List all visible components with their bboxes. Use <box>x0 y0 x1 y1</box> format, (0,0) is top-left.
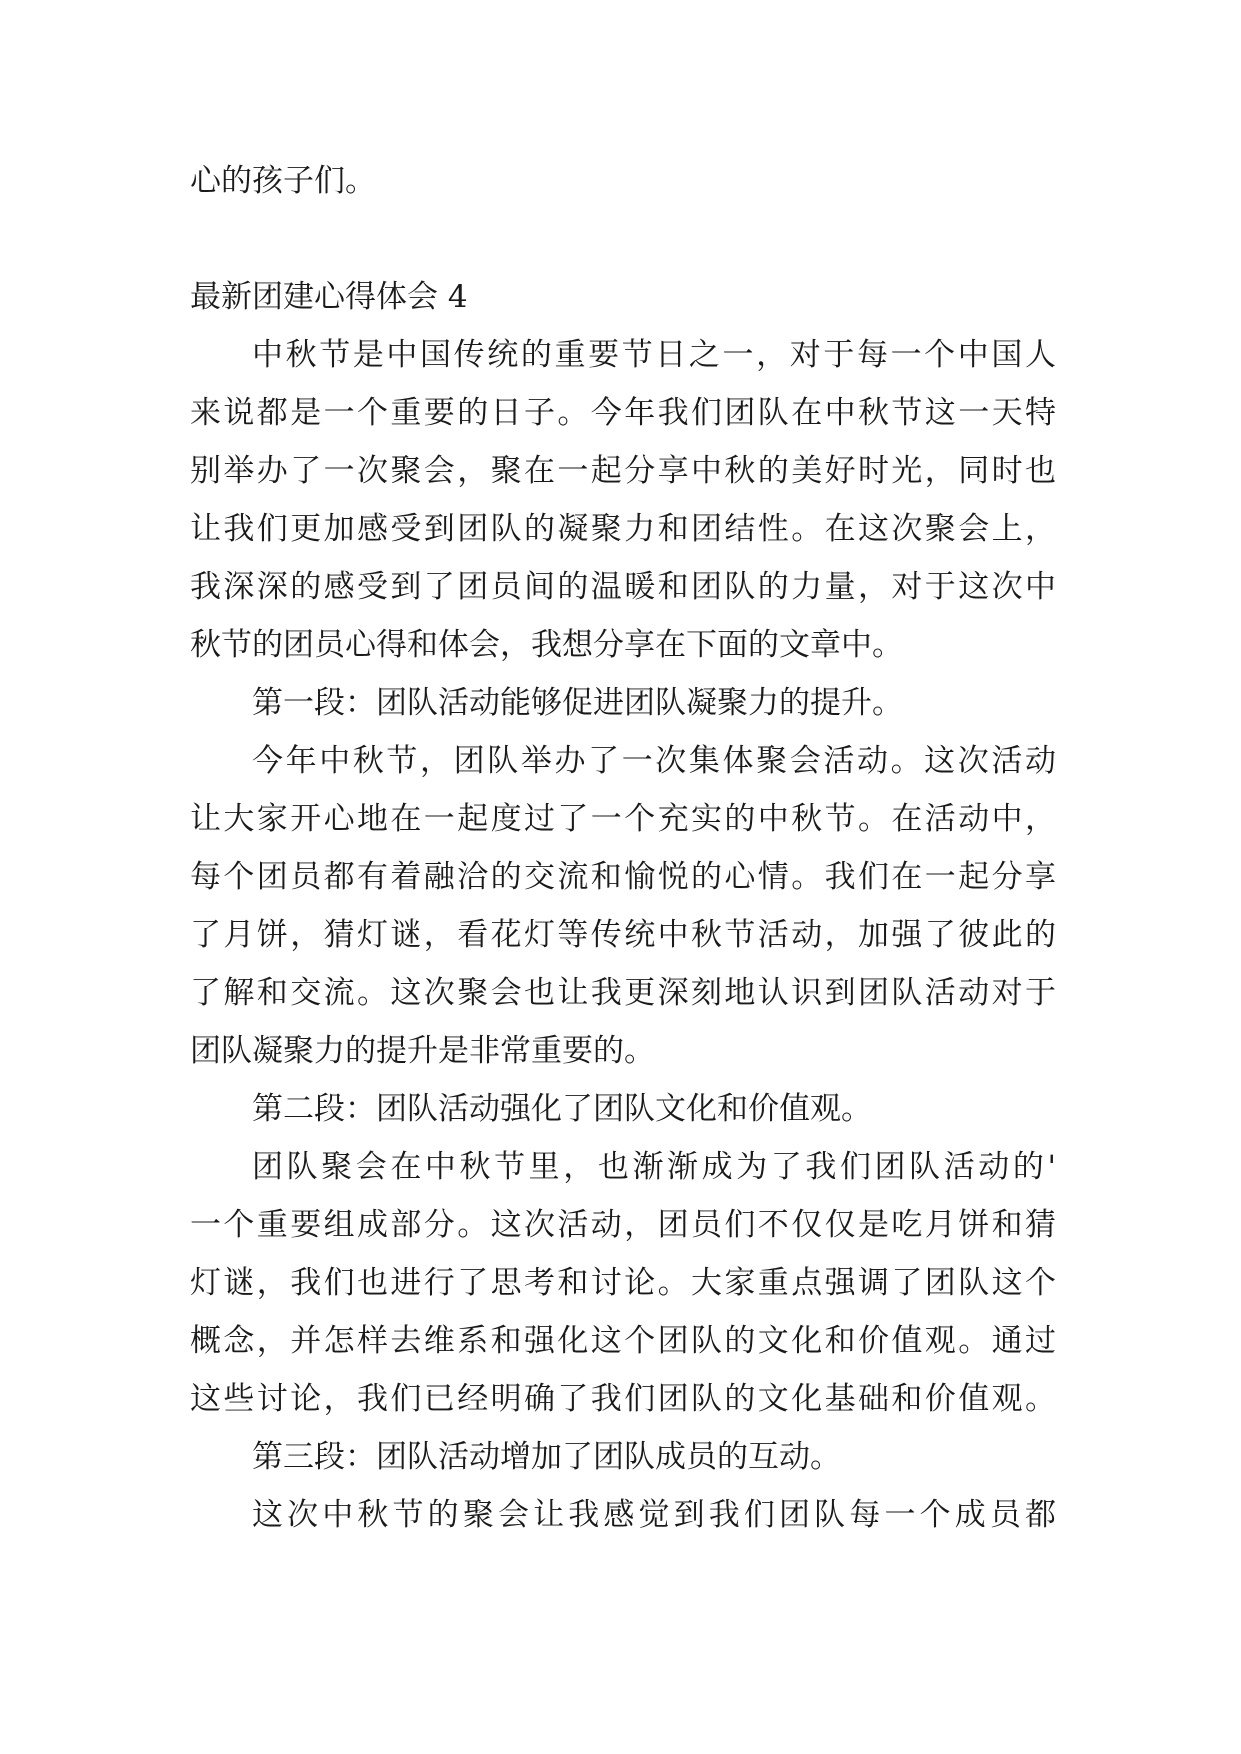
text-line: 中秋节是中国传统的重要节日之一，对于每一个中国人 <box>252 337 1056 373</box>
text-line: 让大家开心地在一起度过了一个充实的中秋节。在活动中， <box>190 801 1056 837</box>
text-line: 别举办了一次聚会，聚在一起分享中秋的美好时光，同时也 <box>190 453 1056 489</box>
text-line: 第一段：团队活动能够促进团队凝聚力的提升。 <box>252 685 903 721</box>
text-line: 心的孩子们。 <box>190 163 376 199</box>
text-line: 第二段：团队活动强化了团队文化和价值观。 <box>252 1091 872 1127</box>
text-line: 了月饼，猜灯谜，看花灯等传统中秋节活动，加强了彼此的 <box>190 917 1056 953</box>
text-line: 秋节的团员心得和体会，我想分享在下面的文章中。 <box>190 627 903 663</box>
paragraph-gap <box>190 210 1056 268</box>
text-line: 了解和交流。这次聚会也让我更深刻地认识到团队活动对于 <box>190 975 1056 1011</box>
text-line: 第三段：团队活动增加了团队成员的互动。 <box>252 1439 841 1475</box>
text-line: 这些讨论，我们已经明确了我们团队的文化基础和价值观。 <box>190 1381 1056 1417</box>
text-line: 每个团员都有着融洽的交流和愉悦的心情。我们在一起分享 <box>190 859 1056 895</box>
text-line: 这次中秋节的聚会让我感觉到我们团队每一个成员都 <box>252 1497 1056 1533</box>
section-heading: 最新团建心得体会 4 <box>190 279 468 315</box>
text-line: 一个重要组成部分。这次活动，团员们不仅仅是吃月饼和猜 <box>190 1207 1056 1243</box>
document-page <box>190 152 1056 1544</box>
text-line: 让我们更加感受到团队的凝聚力和团结性。在这次聚会上， <box>190 511 1056 547</box>
text-line: 我深深的感受到了团员间的温暖和团队的力量，对于这次中 <box>190 569 1056 605</box>
text-line: 概念，并怎样去维系和强化这个团队的文化和价值观。通过 <box>190 1323 1056 1359</box>
text-line: 今年中秋节，团队举办了一次集体聚会活动。这次活动 <box>252 743 1056 779</box>
text-line: 灯谜，我们也进行了思考和讨论。大家重点强调了团队这个 <box>190 1265 1056 1301</box>
text-line: 团队凝聚力的提升是非常重要的。 <box>190 1033 655 1069</box>
text-line: 来说都是一个重要的日子。今年我们团队在中秋节这一天特 <box>190 395 1056 431</box>
text-line: 团队聚会在中秋节里，也渐渐成为了我们团队活动的' <box>252 1149 1056 1185</box>
